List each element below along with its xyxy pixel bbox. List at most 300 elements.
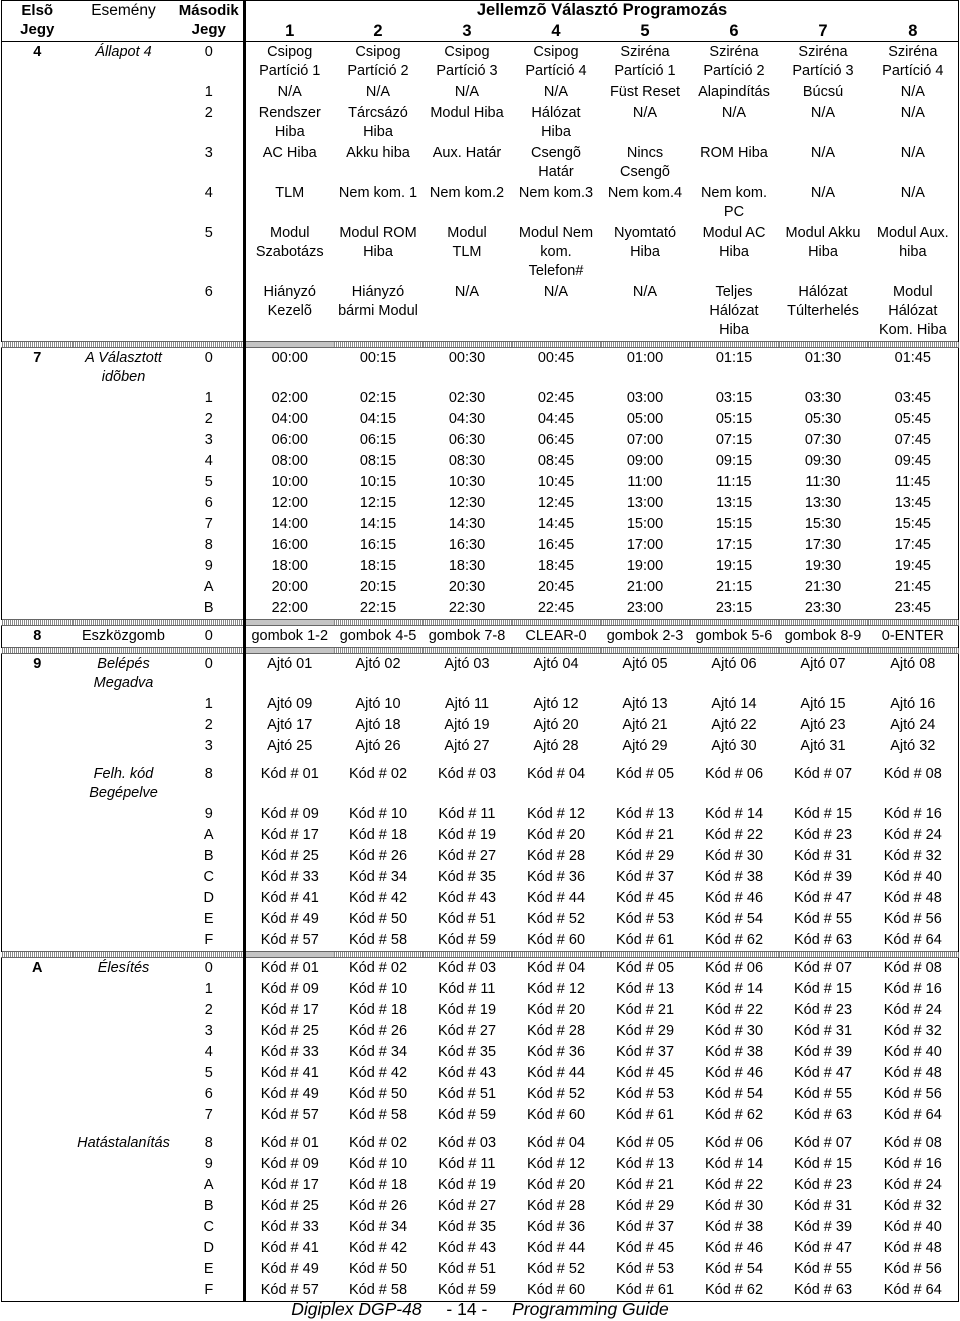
option-cell-7: Kód # 31	[793, 1198, 853, 1214]
option-cell-5: Kód # 13	[615, 806, 675, 822]
first-code-cell	[2, 1217, 73, 1238]
option-cell-2: Akku hiba	[346, 145, 410, 161]
option-cell-8: Kód # 08	[868, 1133, 959, 1154]
option-cell-4: Csengõ Határ	[531, 145, 581, 180]
option-cell-5: Kód # 45	[615, 890, 675, 906]
gap-cell	[690, 757, 779, 764]
option-cell-2: Kód # 18	[348, 1002, 408, 1018]
option-cell-6: Kód # 14	[704, 1156, 764, 1172]
option-cell-1: 14:00	[271, 516, 308, 532]
option-cell-6: Kód # 62	[704, 1107, 764, 1123]
option-cell-7: Kód # 31	[793, 848, 853, 864]
section-gap	[2, 1126, 959, 1133]
event-cell	[73, 493, 175, 514]
header-col-8: 8	[868, 20, 959, 42]
first-code-cell	[2, 183, 73, 223]
option-cell-7: Kód # 47	[793, 1065, 853, 1081]
option-cell-8: Kód # 56	[868, 1084, 959, 1105]
option-cell-3: 10:30	[448, 474, 486, 490]
first-code-cell	[2, 1133, 73, 1154]
gap-cell	[601, 1126, 690, 1133]
event-cell	[73, 1105, 175, 1126]
option-cell-3: 14:30	[448, 516, 486, 532]
option-cell-7: Ajtó 23	[800, 717, 846, 733]
option-cell-1: Ajtó 09	[267, 696, 313, 712]
option-cell-8: Ajtó 16	[868, 694, 959, 715]
option-cell-1: Kód # 25	[260, 1198, 319, 1214]
option-cell-4: Hálózat Hiba	[531, 105, 581, 140]
option-cell-2: Kód # 18	[348, 827, 408, 843]
second-code-cell: 6	[175, 282, 245, 342]
option-cell-2: Kód # 50	[348, 911, 408, 927]
option-cell-8: Kód # 40	[868, 867, 959, 888]
option-cell-7: Ajtó 31	[800, 738, 846, 754]
option-cell-2: Tárcsázó Hiba	[348, 105, 408, 140]
option-cell-1: Kód # 01	[260, 766, 319, 782]
option-cell-4: Ajtó 04	[533, 656, 579, 672]
option-cell-5: Kód # 61	[601, 1280, 690, 1302]
option-cell-5: Kód # 53	[615, 911, 675, 927]
option-cell-6: Kód # 14	[704, 806, 764, 822]
option-cell-1: Kód # 33	[260, 869, 319, 885]
table-row	[2, 626, 959, 648]
option-cell-3: Kód # 11	[438, 806, 496, 822]
option-cell-8: Kód # 16	[868, 1154, 959, 1175]
second-code-cell: 2	[175, 715, 245, 736]
event-cell	[73, 1042, 175, 1063]
second-code-cell: 9	[175, 556, 245, 577]
table-row	[2, 451, 959, 472]
gap-cell	[175, 757, 245, 764]
option-cell-6: 17:15	[715, 537, 753, 553]
option-cell-8: Kód # 08	[868, 764, 959, 804]
option-cell-6: Kód # 54	[704, 1086, 764, 1102]
option-cell-7: Hálózat Túlterhelés	[787, 284, 859, 319]
option-cell-5: 07:00	[626, 432, 664, 448]
option-cell-2: Kód # 26	[348, 1198, 408, 1214]
first-code-cell	[2, 715, 73, 736]
option-cell-6: Kód # 22	[704, 1177, 764, 1193]
option-cell-7: Ajtó 15	[800, 696, 846, 712]
second-code-cell: 0	[175, 626, 245, 648]
first-code-cell	[2, 804, 73, 825]
option-cell-1: AC Hiba	[262, 145, 317, 161]
page-footer	[0, 1299, 960, 1320]
option-cell-4: 10:45	[537, 474, 575, 490]
option-cell-4: Kód # 44	[526, 890, 586, 906]
option-cell-3: Kód # 11	[438, 981, 496, 997]
option-cell-8: 11:45	[868, 472, 959, 493]
option-cell-5: 23:00	[626, 600, 664, 616]
option-cell-2: Kód # 34	[348, 1219, 408, 1235]
option-cell-4: Ajtó 20	[533, 717, 579, 733]
option-cell-7: Kód # 39	[793, 1219, 853, 1235]
second-code-cell: 1	[175, 979, 245, 1000]
option-cell-6: Kód # 06	[704, 960, 764, 976]
second-code-cell: 8	[175, 764, 245, 804]
option-cell-8: 19:45	[868, 556, 959, 577]
option-cell-7: 11:30	[805, 474, 841, 490]
option-cell-2: Kód # 34	[348, 1044, 408, 1060]
table-row	[2, 1259, 959, 1280]
option-cell-8: N/A	[868, 183, 959, 223]
option-cell-8: 0-ENTER	[868, 626, 959, 648]
option-cell-6: 03:15	[715, 390, 753, 406]
option-cell-1: 02:00	[271, 390, 308, 406]
option-cell-4: 12:45	[537, 495, 575, 511]
option-cell-6: Kód # 06	[704, 766, 764, 782]
option-cell-3: Kód # 51	[437, 1086, 497, 1102]
option-cell-4: N/A	[543, 284, 569, 300]
option-cell-4: Kód # 12	[526, 1156, 586, 1172]
option-cell-8: 01:45	[868, 348, 959, 389]
option-cell-2: 20:15	[359, 579, 397, 595]
first-code-cell	[2, 1238, 73, 1259]
first-code-cell	[2, 514, 73, 535]
option-cell-4: Csipog Partíció 4	[525, 44, 587, 79]
table-row	[2, 348, 959, 389]
event-cell	[73, 1259, 175, 1280]
option-cell-2: Kód # 58	[348, 1107, 408, 1123]
option-cell-1: Kód # 49	[260, 1261, 319, 1277]
first-code-cell	[2, 1154, 73, 1175]
second-code-cell: 5	[175, 472, 245, 493]
table-row	[2, 282, 959, 342]
option-cell-3: Kód # 35	[437, 1044, 497, 1060]
header-event: Esemény	[73, 1, 175, 42]
header-second-code: Második Jegy	[175, 1, 245, 42]
option-cell-1: Kód # 25	[260, 848, 319, 864]
option-cell-2: Kód # 42	[348, 1240, 408, 1256]
option-cell-3: Kód # 03	[437, 1135, 497, 1151]
option-cell-1: Kód # 41	[260, 1240, 319, 1256]
gap-cell	[2, 1126, 73, 1133]
first-code-cell	[2, 1042, 73, 1063]
option-cell-1: Kód # 09	[260, 981, 319, 997]
event-cell	[73, 867, 175, 888]
event-cell	[73, 1217, 175, 1238]
option-cell-4: 08:45	[537, 453, 575, 469]
event-cell	[73, 388, 175, 409]
first-code-cell: A	[2, 958, 73, 980]
option-cell-5: N/A	[632, 105, 658, 121]
second-code-cell: F	[175, 1280, 245, 1302]
gap-cell	[2, 757, 73, 764]
table-row	[2, 143, 959, 183]
option-cell-4: Kód # 44	[526, 1065, 586, 1081]
footer-guide-title: Programming Guide	[512, 1299, 669, 1319]
second-code-cell: 0	[175, 654, 245, 695]
option-cell-4: Kód # 60	[512, 1280, 601, 1302]
option-cell-2: 04:15	[359, 411, 397, 427]
second-code-cell: 9	[175, 804, 245, 825]
first-code-cell	[2, 103, 73, 143]
option-cell-3: 04:30	[448, 411, 486, 427]
option-cell-3: Kód # 35	[437, 1219, 497, 1235]
table-row	[2, 1133, 959, 1154]
option-cell-1: Kód # 01	[260, 960, 319, 976]
option-cell-4: N/A	[543, 84, 569, 100]
second-code-cell: 4	[175, 451, 245, 472]
option-cell-1: 16:00	[271, 537, 308, 553]
option-cell-1: 18:00	[271, 558, 308, 574]
option-cell-4: Kód # 12	[526, 981, 586, 997]
option-cell-8: Kód # 56	[868, 1259, 959, 1280]
option-cell-3: 02:30	[448, 390, 486, 406]
option-cell-4: Kód # 60	[526, 1107, 586, 1123]
option-cell-6: 21:15	[715, 579, 753, 595]
option-cell-5: Kód # 37	[615, 1219, 675, 1235]
option-cell-4: Kód # 28	[526, 1198, 586, 1214]
event-cell	[73, 1175, 175, 1196]
option-cell-1: Kód # 17	[260, 1002, 319, 1018]
option-cell-8: Modul Aux. hiba	[868, 223, 959, 282]
option-cell-4: Kód # 36	[526, 869, 586, 885]
event-cell	[73, 979, 175, 1000]
second-code-cell: 9	[175, 1154, 245, 1175]
option-cell-5: 09:00	[626, 453, 664, 469]
option-cell-5: Kód # 37	[615, 869, 675, 885]
option-cell-2: Kód # 02	[348, 766, 408, 782]
gap-cell	[175, 1126, 245, 1133]
first-code-cell	[2, 1021, 73, 1042]
option-cell-4: Kód # 60	[526, 932, 586, 948]
second-code-cell: F	[175, 930, 245, 952]
option-cell-7: N/A	[810, 105, 836, 121]
option-cell-1: 06:00	[271, 432, 308, 448]
second-code-cell: 0	[175, 958, 245, 980]
event-cell	[73, 282, 175, 342]
option-cell-7: 15:30	[804, 516, 842, 532]
header-col-6: 6	[729, 22, 739, 40]
option-cell-7: Kód # 23	[793, 1177, 853, 1193]
option-cell-1: Hiányzó Kezelõ	[263, 284, 316, 319]
option-cell-4: Kód # 04	[526, 766, 586, 782]
gap-cell	[334, 1126, 423, 1133]
first-code-cell	[2, 930, 73, 952]
first-code-cell	[2, 694, 73, 715]
header-col-3: 3	[462, 22, 472, 40]
option-cell-5: 13:00	[626, 495, 664, 511]
option-cell-7: 21:30	[804, 579, 842, 595]
option-cell-5: Kód # 05	[615, 766, 675, 782]
table-row	[2, 42, 959, 82]
option-cell-7: Kód # 47	[793, 890, 853, 906]
option-cell-8: Kód # 40	[868, 1042, 959, 1063]
option-cell-1: Rendszer Hiba	[258, 105, 321, 140]
option-cell-8: 05:45	[868, 409, 959, 430]
option-cell-6: Kód # 46	[704, 1065, 764, 1081]
option-cell-1: 04:00	[271, 411, 308, 427]
option-cell-2: Kód # 58	[348, 932, 408, 948]
option-cell-8: N/A	[868, 143, 959, 183]
first-code-cell	[2, 1175, 73, 1196]
option-cell-8: 09:45	[868, 451, 959, 472]
option-cell-3: Modul Hiba	[430, 105, 504, 121]
option-cell-3: Ajtó 19	[444, 717, 490, 733]
option-cell-6: Kód # 54	[704, 911, 764, 927]
table-row	[2, 1196, 959, 1217]
option-cell-4: 04:45	[537, 411, 575, 427]
option-cell-6: 15:15	[715, 516, 753, 532]
event-cell	[73, 103, 175, 143]
option-cell-1: Kód # 41	[260, 1065, 319, 1081]
option-cell-7: gombok 8-9	[784, 628, 862, 644]
second-code-cell: 2	[175, 103, 245, 143]
option-cell-8: Ajtó 08	[868, 654, 959, 695]
table-row	[2, 430, 959, 451]
option-cell-6: gombok 5-6	[695, 628, 773, 644]
option-cell-8: Kód # 64	[868, 1280, 959, 1302]
option-cell-7: 07:30	[804, 432, 842, 448]
first-code-cell	[2, 736, 73, 757]
option-cell-6: ROM Hiba	[700, 145, 768, 161]
option-cell-5: 01:00	[626, 350, 664, 366]
option-cell-8: Kód # 08	[868, 958, 959, 980]
option-cell-6: Ajtó 22	[711, 717, 757, 733]
option-cell-2: 06:15	[359, 432, 397, 448]
section-gap	[2, 757, 959, 764]
option-cell-2: Nem kom. 1	[338, 185, 418, 201]
event-cell	[73, 1000, 175, 1021]
first-code-cell	[2, 979, 73, 1000]
option-cell-1: Kód # 57	[260, 932, 319, 948]
option-cell-3: Kód # 03	[437, 960, 497, 976]
table-row	[2, 409, 959, 430]
second-code-cell: 3	[175, 430, 245, 451]
event-cell	[73, 472, 175, 493]
option-cell-4: Kód # 28	[526, 1023, 586, 1039]
second-code-cell: 7	[175, 514, 245, 535]
option-cell-4: Kód # 52	[526, 911, 586, 927]
option-cell-4: Kód # 36	[526, 1044, 586, 1060]
second-code-cell: E	[175, 1259, 245, 1280]
option-cell-3: Modul TLM	[447, 225, 487, 260]
option-cell-4: Kód # 20	[526, 827, 586, 843]
footer-page-number: - 14 -	[446, 1299, 488, 1319]
option-cell-5: Kód # 61	[615, 932, 675, 948]
option-cell-8: 07:45	[868, 430, 959, 451]
table-row	[2, 1175, 959, 1196]
option-cell-6: Kód # 38	[704, 1044, 764, 1060]
option-cell-6: Kód # 46	[704, 1240, 764, 1256]
option-cell-3: Kód # 27	[437, 1023, 497, 1039]
option-cell-6: Kód # 14	[704, 981, 764, 997]
option-cell-8: N/A	[868, 103, 959, 143]
gap-cell	[779, 1126, 868, 1133]
option-cell-6: Kód # 62	[704, 932, 764, 948]
option-cell-5: Sziréna Partíció 1	[614, 44, 676, 79]
option-cell-6: 19:15	[715, 558, 753, 574]
gap-cell	[512, 1126, 601, 1133]
option-cell-4: 20:45	[537, 579, 575, 595]
gap-cell	[245, 1126, 334, 1133]
option-cell-7: Kód # 63	[793, 932, 853, 948]
option-cell-4: Nem kom.3	[518, 185, 594, 201]
table-row	[2, 1042, 959, 1063]
event-cell	[73, 143, 175, 183]
option-cell-7: Kód # 63	[793, 1107, 853, 1123]
first-code-cell	[2, 1000, 73, 1021]
gap-cell	[423, 757, 512, 764]
event-cell	[73, 888, 175, 909]
option-cell-5: Kód # 21	[615, 1002, 675, 1018]
option-cell-3: Kód # 59	[437, 1107, 497, 1123]
feature-select-table	[1, 0, 959, 1302]
option-cell-7: Kód # 07	[793, 766, 853, 782]
option-cell-7: 01:30	[804, 350, 842, 366]
second-code-cell: 0	[175, 42, 245, 82]
option-cell-4: 06:45	[537, 432, 575, 448]
event-cell	[73, 715, 175, 736]
option-cell-7: Kód # 31	[793, 1023, 853, 1039]
event-cell	[73, 804, 175, 825]
option-cell-4: Kód # 44	[526, 1240, 586, 1256]
option-cell-7: Kód # 15	[793, 1156, 853, 1172]
gap-cell	[601, 757, 690, 764]
option-cell-3: Kód # 43	[437, 890, 497, 906]
option-cell-3: Csipog Partíció 3	[436, 44, 498, 79]
option-cell-1: N/A	[277, 84, 302, 100]
event-cell	[73, 1063, 175, 1084]
option-cell-3: 20:30	[448, 579, 486, 595]
option-cell-4: 16:45	[537, 537, 575, 553]
option-cell-3: 12:30	[448, 495, 486, 511]
option-cell-7: Kód # 15	[793, 981, 853, 997]
event-cell	[73, 1154, 175, 1175]
table-row	[2, 1084, 959, 1105]
option-cell-8: Kód # 24	[868, 1175, 959, 1196]
option-cell-7: Kód # 55	[793, 1086, 853, 1102]
event-cell	[73, 736, 175, 757]
option-cell-1: Modul Szabotázs	[255, 225, 324, 260]
option-cell-3: Nem kom.2	[429, 185, 505, 201]
option-cell-7: 17:30	[804, 537, 842, 553]
option-cell-1: Ajtó 25	[267, 738, 313, 754]
first-code-cell	[2, 764, 73, 804]
option-cell-1: Kód # 09	[260, 1156, 319, 1172]
gap-cell	[512, 757, 601, 764]
header-col-2: 2	[373, 22, 383, 40]
table-row	[2, 1063, 959, 1084]
option-cell-6: Kód # 30	[704, 1198, 764, 1214]
option-cell-3: Kód # 51	[437, 911, 497, 927]
table-row	[2, 736, 959, 757]
table-row	[2, 958, 959, 980]
gap-cell	[73, 757, 175, 764]
second-code-cell: 5	[175, 223, 245, 282]
second-code-cell: 8	[175, 535, 245, 556]
option-cell-6: Kód # 62	[690, 1280, 779, 1302]
option-cell-6: Modul AC Hiba	[702, 225, 766, 260]
event-cell	[73, 514, 175, 535]
table-row	[2, 1000, 959, 1021]
option-cell-2: Kód # 02	[348, 960, 408, 976]
option-cell-8: Kód # 48	[868, 1238, 959, 1259]
second-code-cell: 2	[175, 409, 245, 430]
option-cell-2: Kód # 10	[348, 1156, 408, 1172]
event-cell: Felh. kód Begépelve	[89, 766, 158, 801]
option-cell-3: 06:30	[448, 432, 486, 448]
second-code-cell: A	[175, 1175, 245, 1196]
option-cell-6: Kód # 22	[704, 827, 764, 843]
second-code-cell: B	[175, 846, 245, 867]
event-cell	[73, 1084, 175, 1105]
event-cell	[73, 409, 175, 430]
option-cell-8: Ajtó 32	[868, 736, 959, 757]
option-cell-2: Ajtó 02	[355, 656, 401, 672]
gap-cell	[73, 1126, 175, 1133]
